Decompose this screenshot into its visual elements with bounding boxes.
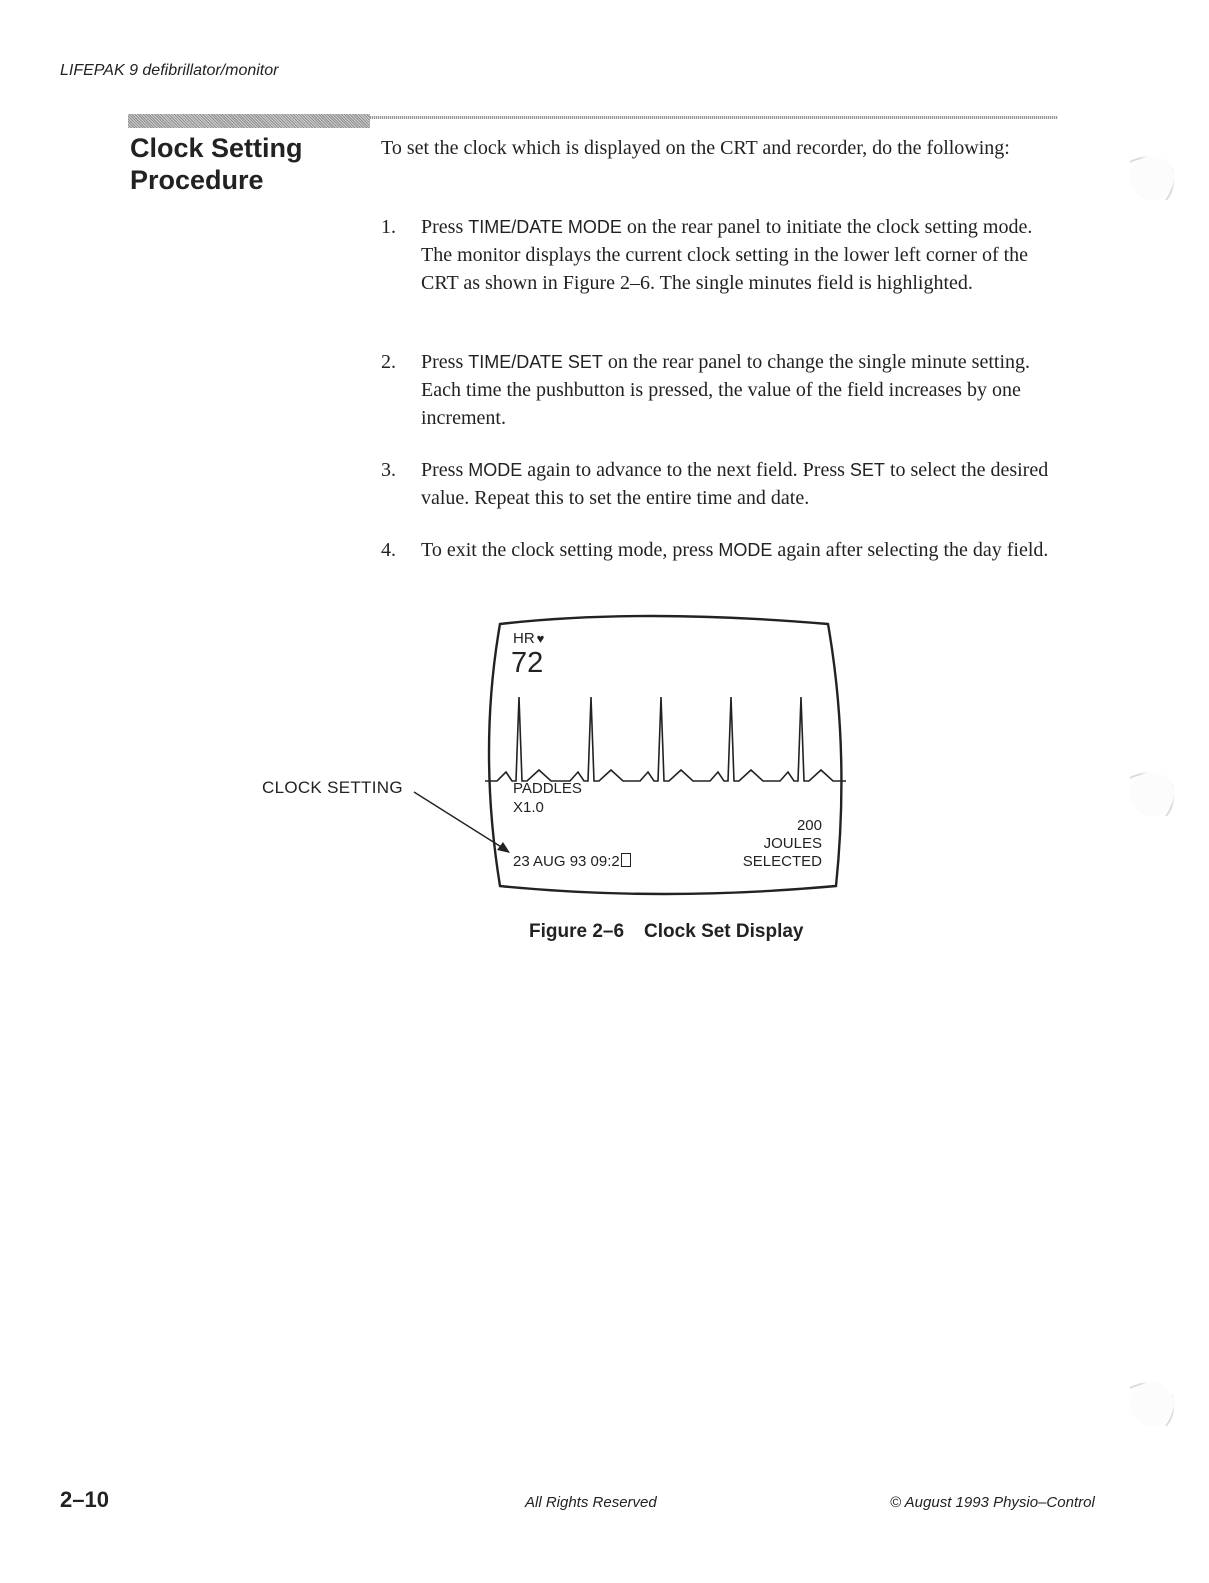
punch-hole xyxy=(1126,764,1182,820)
step-number: 2. xyxy=(381,351,396,373)
figure-caption xyxy=(529,921,804,943)
step-text: Press MODE again to advance to the next field. Press SET to select the desired value. Repeat this to set the entire time and date. xyxy=(421,459,1049,509)
section-title xyxy=(130,132,350,196)
step-number: 1. xyxy=(381,216,396,238)
crt-energy-unit: JOULES xyxy=(763,835,822,852)
figure-number: Figure 2–6 xyxy=(529,921,625,942)
footer-page-number: 2–10 xyxy=(60,1487,109,1512)
button-name: TIME/DATE MODE xyxy=(468,217,622,237)
button-name: SET xyxy=(849,460,885,480)
step-text: To exit the clock setting mode, press MODE again after selecting the day field. xyxy=(421,539,1049,561)
section-bar xyxy=(128,114,370,128)
crt-hr-label: HR ♥ xyxy=(513,630,545,647)
crt-datetime: 23 AUG 93 09:2 xyxy=(513,853,631,871)
footer-copyright: © August 1993 Physio–Control xyxy=(890,1494,1095,1511)
step-number: 4. xyxy=(381,539,396,561)
section-rule xyxy=(370,116,1058,119)
crt-energy-status: SELECTED xyxy=(742,853,822,870)
button-name: MODE xyxy=(718,540,773,560)
crt-hr-value: 72 xyxy=(511,647,544,679)
footer-rights: All Rights Reserved xyxy=(525,1494,657,1511)
step-number: 3. xyxy=(381,459,396,481)
section-title-line1: Clock Setting xyxy=(130,133,303,163)
button-name: MODE xyxy=(468,460,523,480)
heart-icon: ♥ xyxy=(536,631,545,646)
intro-paragraph: To set the clock which is displayed on the CRT and recorder, do the following: xyxy=(381,137,1010,159)
punch-hole xyxy=(1126,148,1182,204)
crt-gain: X1.0 xyxy=(513,799,544,816)
punch-hole xyxy=(1126,1374,1182,1430)
callout-label: CLOCK SETTING xyxy=(262,778,403,797)
callout-arrowhead xyxy=(497,842,510,853)
highlighted-minute-cursor xyxy=(621,853,631,867)
step-text: Press TIME/DATE SET on the rear panel to change the single minute setting. Each time the pushbutton is pressed, the value of the field increases by one increment. xyxy=(421,351,1031,429)
section-title-line2: Procedure xyxy=(130,165,264,195)
ecg-waveform xyxy=(485,697,846,781)
crt-energy xyxy=(743,817,822,871)
step-text: Press TIME/DATE MODE on the rear panel to initiate the clock setting mode. The monitor displays the current clock setting in the lower left corner of the CRT as shown in Figure 2–6. The single minutes field is highlighted. xyxy=(421,216,1033,294)
crt-energy-value: 200 xyxy=(796,817,822,834)
running-header: LIFEPAK 9 defibrillator/monitor xyxy=(60,62,279,79)
figure-title: Clock Set Display xyxy=(644,921,804,942)
crt-paddles: PADDLES xyxy=(513,780,582,797)
button-name: TIME/DATE SET xyxy=(468,352,603,372)
